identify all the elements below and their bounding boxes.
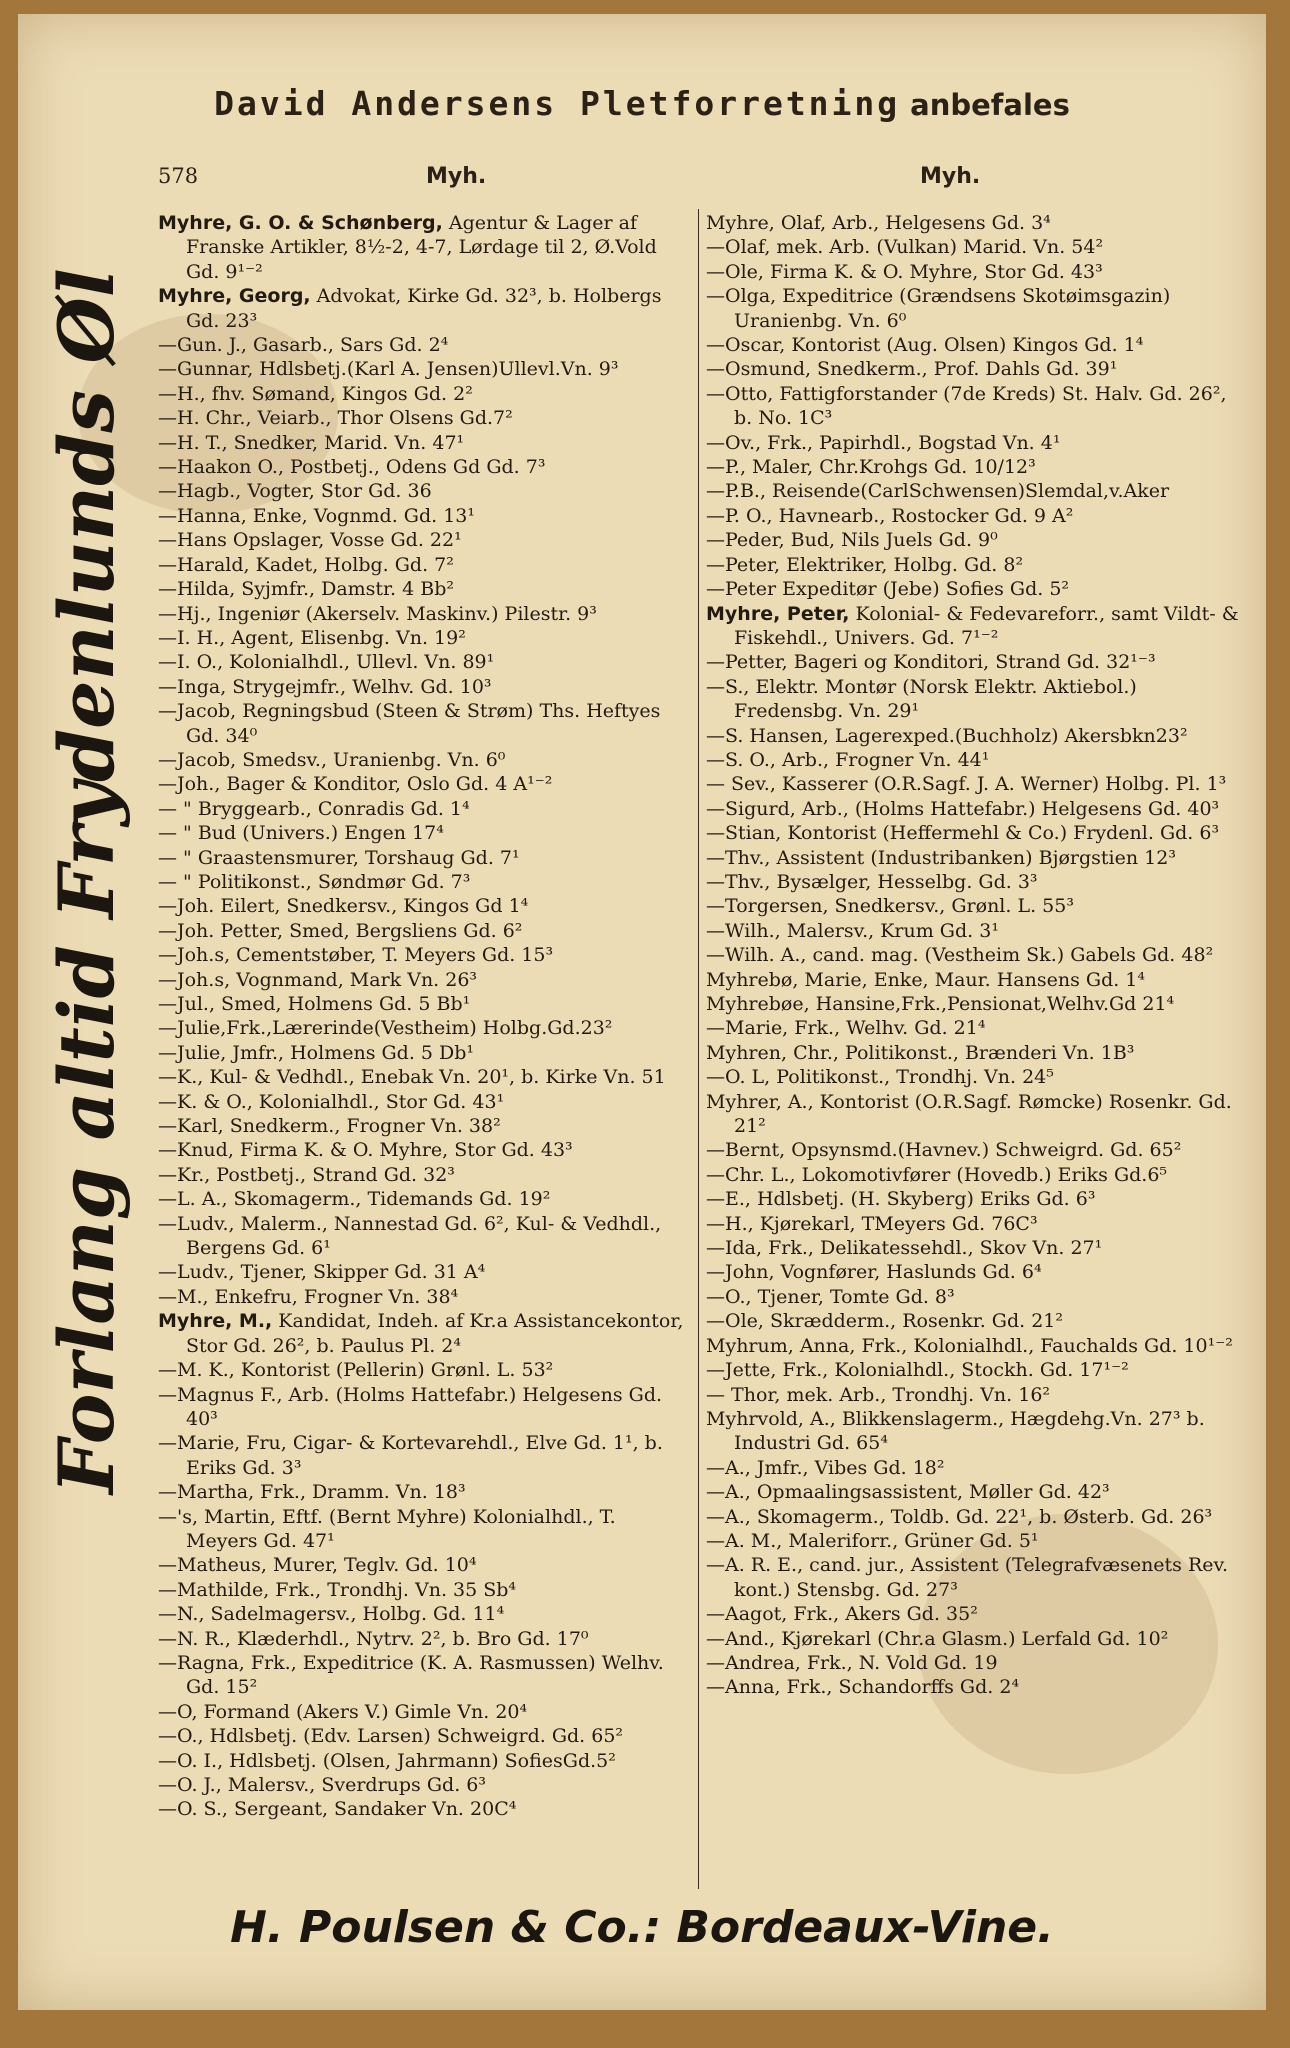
directory-entry (158, 699, 692, 748)
directory-entry (706, 1285, 1244, 1309)
entry-text: —O. S., Sergeant, Sandaker Vn. 20C⁴ (158, 1798, 517, 1821)
entry-text: —O. J., Malersv., Sverdrups Gd. 6³ (158, 1774, 486, 1796)
directory-entry (706, 1187, 1244, 1211)
directory-entry (706, 357, 1244, 381)
directory-entry (706, 235, 1244, 259)
entry-text: —Haakon O., Postbetj., Odens Gd Gd. 7³ (158, 456, 546, 479)
directory-entry (706, 968, 1244, 992)
left-column (158, 211, 692, 1822)
entry-text: —I. O., Kolonialhdl., Ullevl. Vn. 89¹ (158, 651, 495, 674)
directory-entry (706, 650, 1244, 674)
directory-entry (706, 602, 1244, 651)
entry-text: —Joh.s, Cementstøber, T. Meyers Gd. 15³ (158, 944, 554, 967)
directory-entry (706, 1138, 1244, 1162)
entry-text: —A., Jmfr., Vibes Gd. 18² (706, 1456, 945, 1479)
entry-text: —John, Vognfører, Haslunds Gd. 6⁴ (706, 1261, 1042, 1284)
directory-entry (158, 1724, 692, 1748)
directory-entry (158, 1700, 692, 1724)
entry-text: —E., Hdlsbetj. (H. Skyberg) Eriks Gd. 6³ (706, 1188, 1096, 1211)
side-advertisement: Forlang altid Frydenlunds Øl (42, 268, 131, 1494)
directory-entry (158, 1041, 692, 1065)
entry-text: —Anna, Frk., Schandorffs Gd. 2⁴ (706, 1676, 1020, 1699)
directory-entry (158, 1627, 692, 1651)
entry-text: —Osmund, Snedkerm., Prof. Dahls Gd. 39¹ (706, 358, 1118, 381)
directory-entry (158, 1138, 692, 1162)
entry-text: —Chr. L., Lokomotivfører (Hovedb.) Eriks Gd.6⁵ (706, 1163, 1168, 1186)
entry-text: —Thv., Bysælger, Hesselbg. Gd. 3³ (706, 870, 1038, 893)
directory-entry (158, 650, 692, 674)
directory-entry (158, 992, 692, 1016)
directory-entry (706, 382, 1244, 431)
directory-entry (158, 1065, 692, 1089)
directory-entry (706, 1529, 1244, 1553)
directory-entry (158, 1016, 692, 1040)
entry-text: —Hagb., Vogter, Stor Gd. 36 (158, 480, 432, 503)
right-column (706, 211, 1244, 1700)
directory-entry (158, 626, 692, 650)
directory-entry (158, 1090, 692, 1114)
entry-text: Myhrer, A., Kontorist (O.R.Sagf. Rømcke) Rosenkr. Gd. 21² (706, 1090, 1232, 1138)
entry-text: —Ole, Skrædderm., Rosenkr. Gd. 21² (706, 1310, 1064, 1333)
directory-entry (158, 1578, 692, 1602)
entry-text: —Hilda, Syjmfr., Damstr. 4 Bb² (158, 578, 455, 601)
entry-text: —Torgersen, Snedkersv., Grønl. L. 55³ (706, 895, 1074, 918)
directory-entry (158, 406, 692, 430)
entry-text: —Karl, Snedkerm., Frogner Vn. 38² (158, 1115, 501, 1138)
directory-entry (158, 602, 692, 626)
entry-text: —Joh.s, Vognmand, Mark Vn. 26³ (158, 968, 478, 991)
entry-text: —Ole, Firma K. & O. Myhre, Stor Gd. 43³ (706, 260, 1103, 283)
directory-entry (158, 1383, 692, 1432)
directory-entry (158, 1651, 692, 1700)
entry-text: —Aagot, Frk., Akers Gd. 35² (706, 1603, 978, 1626)
entry-text: —N., Sadelmagersv., Holbg. Gd. 11⁴ (158, 1603, 505, 1626)
entry-text: —Hanna, Enke, Vognmd. Gd. 13¹ (158, 504, 476, 527)
entry-text: Myhren, Chr., Politikonst., Brænderi Vn. 1B³ (706, 1041, 1135, 1064)
directory-entry (706, 1041, 1244, 1065)
entry-text: —Mathilde, Frk., Trondhj. Vn. 35 Sb⁴ (158, 1578, 517, 1601)
entry-text: —Bernt, Opsynsmd.(Havnev.) Schweigrd. Gd. 65² (706, 1139, 1182, 1162)
entry-text: —P.B., Reisende(CarlSchwensen)Slemdal,v.Aker (706, 480, 1170, 503)
entry-text: —A. R. E., cand. jur., Assistent (Telegrafvæsenets Rev. kont.) Stensbg. Gd. 27³ (706, 1554, 1229, 1601)
entry-text: —Joh. Petter, Smed, Bergsliens Gd. 6² (158, 919, 523, 942)
entry-text: — " Graastensmurer, Torshaug Gd. 7¹ (158, 846, 520, 869)
entry-text: —A. M., Maleriforr., Grüner Gd. 5¹ (706, 1529, 1039, 1552)
directory-entry (706, 1309, 1244, 1333)
directory-entry (158, 919, 692, 943)
entry-text: —Ida, Frk., Delikatessehdl., Skov Vn. 27¹ (706, 1237, 1103, 1260)
directory-entry (706, 1675, 1244, 1699)
entry-text: —Hj., Ingeniør (Akerselv. Maskinv.) Pilestr. 9³ (158, 602, 597, 625)
entry-name: Myhre, Peter, (706, 602, 850, 625)
directory-entry (158, 382, 692, 406)
directory-entry (706, 772, 1244, 796)
directory-entry (158, 211, 692, 284)
entry-text: Myhrvold, A., Blikkenslagerm., Hægdehg.Vn. 27³ b. Industri Gd. 65⁴ (706, 1407, 1205, 1455)
entry-text: —Martha, Frk., Dramm. Vn. 18³ (158, 1481, 466, 1504)
entry-text: —And., Kjørekarl (Chr.a Glasm.) Lerfald Gd. 10² (706, 1627, 1169, 1650)
directory-entry (706, 846, 1244, 870)
directory-entry (706, 919, 1244, 943)
directory-entry (158, 1285, 692, 1309)
entry-text: —Sigurd, Arb., (Holms Hattefabr.) Helgesens Gd. 40³ (706, 797, 1220, 820)
entry-text: —K., Kul- & Vedhdl., Enebak Vn. 20¹, b. Kirke Vn. 51 (158, 1066, 666, 1089)
column-divider (698, 209, 699, 1889)
directory-entry (158, 894, 692, 918)
entry-text: —Otto, Fattigforstander (7de Kreds) St. Halv. Gd. 26², b. No. 1C³ (706, 382, 1227, 430)
top-ad-tail: anbefales (910, 88, 1070, 122)
directory-entry (706, 333, 1244, 357)
directory-entry (158, 1773, 692, 1797)
entry-text: —Wilh. A., cand. mag. (Vestheim Sk.) Gabels Gd. 48² (706, 944, 1214, 967)
entry-text: —H., Kjørekarl, TMeyers Gd. 76C³ (706, 1212, 1038, 1235)
entry-text: —Joh., Bager & Konditor, Oslo Gd. 4 A¹⁻² (158, 773, 553, 796)
entry-text: Myhrebø, Marie, Enke, Maur. Hansens Gd. 1⁴ (706, 968, 1146, 991)
directory-entry (706, 724, 1244, 748)
entry-text: —Julie,Frk.,Lærerinde(Vestheim) Holbg.Gd.23² (158, 1017, 613, 1040)
directory-entry (158, 968, 692, 992)
directory-entry (158, 1749, 692, 1773)
directory-entry (706, 528, 1244, 552)
entry-text: —K. & O., Kolonialhdl., Stor Gd. 43¹ (158, 1090, 505, 1113)
entry-text: —Peter Expeditør (Jebe) Sofies Gd. 5² (706, 578, 1070, 601)
directory-entry (158, 528, 692, 552)
directory-entry (706, 1627, 1244, 1651)
directory-entry (158, 1602, 692, 1626)
entry-text: —Jette, Frk., Kolonialhdl., Stockh. Gd. 17¹⁻² (706, 1359, 1129, 1382)
directory-entry (706, 1334, 1244, 1358)
entry-text: —M., Enkefru, Frogner Vn. 38⁴ (158, 1285, 459, 1308)
entry-text: —A., Skomagerm., Toldb. Gd. 22¹, b. Østerb. Gd. 26³ (706, 1505, 1213, 1528)
directory-entry (158, 1431, 692, 1480)
directory-entry (706, 1505, 1244, 1529)
directory-entry (706, 1456, 1244, 1480)
directory-entry (706, 577, 1244, 601)
entry-text: —O. L, Politikonst., Trondhj. Vn. 24⁵ (706, 1066, 1054, 1089)
entry-text: —Marie, Fru, Cigar- & Kortevarehdl., Elve Gd. 1¹, b. Eriks Gd. 3³ (158, 1432, 663, 1479)
entry-text: —P., Maler, Chr.Krohgs Gd. 10/12³ (706, 456, 1036, 479)
directory-entry (706, 1236, 1244, 1260)
directory-entry (706, 1407, 1244, 1456)
entry-text: —P. O., Havnearb., Rostocker Gd. 9 A² (706, 504, 1074, 527)
entry-text: —H., fhv. Sømand, Kingos Gd. 2² (158, 382, 473, 405)
left-column-heading: Myh. (426, 164, 487, 189)
directory-entry (706, 1383, 1244, 1407)
directory-entry (158, 284, 692, 333)
directory-entry (158, 870, 692, 894)
top-advertisement (18, 84, 1266, 123)
directory-entry (706, 1016, 1244, 1040)
directory-entry (158, 553, 692, 577)
directory-entry (158, 1553, 692, 1577)
entry-text: —S. O., Arb., Frogner Vn. 44¹ (706, 748, 990, 771)
entry-text: —Petter, Bageri og Konditori, Strand Gd. 32¹⁻³ (706, 651, 1156, 674)
directory-entry (158, 455, 692, 479)
entry-text: —Kr., Postbetj., Strand Gd. 32³ (158, 1163, 455, 1186)
directory-entry (158, 1260, 692, 1284)
entry-text: Advokat, Kirke Gd. 32³, b. Holbergs Gd. 23³ (186, 285, 662, 332)
entry-text: —Magnus F., Arb. (Holms Hattefabr.) Helgesens Gd. 40³ (158, 1383, 663, 1430)
directory-entry (158, 1358, 692, 1382)
directory-entry (158, 577, 692, 601)
entry-text: —Ragna, Frk., Expeditrice (K. A. Rasmussen) Welhv. Gd. 15² (158, 1651, 664, 1699)
entry-text: —H. Chr., Veiarb., Thor Olsens Gd.7² (158, 407, 513, 430)
directory-entry (158, 1114, 692, 1138)
directory-entry (706, 1602, 1244, 1626)
directory-entry (158, 333, 692, 357)
directory-entry (158, 357, 692, 381)
entry-text: Agentur & Lager af Franske Artikler, 8½-2, 4-7, Lørdage til 2, Ø.Vold Gd. 9¹⁻² (186, 212, 657, 283)
entry-text: —Jul., Smed, Holmens Gd. 5 Bb¹ (158, 993, 471, 1015)
directory-entry (158, 1163, 692, 1187)
entry-text: —Gunnar, Hdlsbetj.(Karl A. Jensen)Ullevl.Vn. 9³ (158, 358, 619, 381)
directory-entry (158, 675, 692, 699)
directory-entry (706, 260, 1244, 284)
entry-text: —I. H., Agent, Elisenbg. Vn. 19² (158, 626, 466, 649)
directory-entry (158, 431, 692, 455)
entry-text: — Thor, mek. Arb., Trondhj. Vn. 16² (706, 1383, 1051, 1406)
entry-text: —Julie, Jmfr., Holmens Gd. 5 Db¹ (158, 1041, 475, 1064)
directory-entry (706, 797, 1244, 821)
bottom-advertisement: H. Poulsen & Co.: Bordeaux-Vine. (230, 1902, 1054, 1953)
entry-name: Myhre, M., (158, 1310, 273, 1333)
directory-entry (158, 797, 692, 821)
directory-entry (158, 504, 692, 528)
entry-text: —'s, Martin, Eftf. (Bernt Myhre) Kolonialhdl., T. Meyers Gd. 47¹ (158, 1505, 616, 1552)
entry-text: —O, Formand (Akers V.) Gimle Vn. 20⁴ (158, 1700, 528, 1723)
directory-entry (706, 455, 1244, 479)
entry-text: —Wilh., Malersv., Krum Gd. 3¹ (706, 919, 999, 942)
entry-text: —N. R., Klæderhdl., Nytrv. 2², b. Bro Gd. 17⁰ (158, 1627, 589, 1650)
entry-text: —Stian, Kontorist (Heffermehl & Co.) Frydenl. Gd. 6³ (706, 822, 1220, 845)
entry-text: —Knud, Firma K. & O. Myhre, Stor Gd. 43³ (158, 1139, 573, 1162)
page-number: 578 (158, 164, 199, 188)
directory-entry (706, 1260, 1244, 1284)
entry-text: —Thv., Assistent (Industribanken) Bjørgstien 12³ (706, 846, 1176, 869)
directory-entry (706, 1651, 1244, 1675)
directory-entry (706, 1090, 1244, 1139)
entry-text: — " Bryggearb., Conradis Gd. 1⁴ (158, 797, 470, 820)
entry-text: —M. K., Kontorist (Pellerin) Grønl. L. 53² (158, 1359, 554, 1382)
directory-page (18, 14, 1266, 2010)
entry-text: —O., Tjener, Tomte Gd. 8³ (706, 1285, 955, 1308)
entry-text: —Marie, Frk., Welhv. Gd. 21⁴ (706, 1017, 986, 1040)
directory-entry (158, 1480, 692, 1504)
directory-entry (706, 504, 1244, 528)
directory-entry (158, 748, 692, 772)
directory-entry (706, 284, 1244, 333)
entry-name: Myhre, Georg, (158, 285, 311, 308)
entry-text: Kolonial- & Fedevareforr., samt Vildt- & Fiskehdl., Univers. Gd. 7¹⁻² (734, 602, 1239, 649)
right-column-heading: Myh. (920, 164, 981, 189)
entry-text: — Sev., Kasserer (O.R.Sagf. J. A. Werner) Holbg. Pl. 1³ (706, 773, 1227, 796)
entry-text: —Jacob, Smedsv., Uranienbg. Vn. 6⁰ (158, 748, 506, 771)
entry-text: —Ludv., Malerm., Nannestad Gd. 6², Kul- & Vedhdl., Bergens Gd. 6¹ (158, 1212, 662, 1260)
entry-text: —Gun. J., Gasarb., Sars Gd. 2⁴ (158, 334, 449, 357)
entry-text: —S. Hansen, Lagerexped.(Buchholz) Akersbkn23² (706, 724, 1188, 747)
entry-text: — " Politikonst., Søndmør Gd. 7³ (158, 870, 471, 893)
entry-text: —O. I., Hdlsbetj. (Olsen, Jahrmann) SofiesGd.5² (158, 1749, 616, 1772)
entry-text: Myhre, Olaf, Arb., Helgesens Gd. 3⁴ (706, 212, 1051, 234)
entry-text: —Ov., Frk., Papirhdl., Bogstad Vn. 4¹ (706, 431, 1061, 454)
entry-name: Myhre, G. O. & Schønberg, (158, 212, 443, 234)
directory-entry (158, 846, 692, 870)
directory-entry (706, 553, 1244, 577)
directory-entry (706, 1553, 1244, 1602)
directory-entry (706, 1480, 1244, 1504)
entry-text: —Peter, Elektriker, Holbg. Gd. 8² (706, 553, 1024, 576)
entry-text: —Joh. Eilert, Snedkersv., Kingos Gd 1⁴ (158, 895, 529, 918)
entry-text: —Peder, Bud, Nils Juels Gd. 9⁰ (706, 529, 998, 552)
entry-text: —Ludv., Tjener, Skipper Gd. 31 A⁴ (158, 1261, 486, 1284)
entry-text: —H. T., Snedker, Marid. Vn. 47¹ (158, 431, 465, 454)
entry-text: —Inga, Strygejmfr., Welhv. Gd. 10³ (158, 675, 492, 698)
entry-text: —A., Opmaalingsassistent, Møller Gd. 42³ (706, 1481, 1110, 1504)
directory-entry (158, 821, 692, 845)
entry-text: —Oscar, Kontorist (Aug. Olsen) Kingos Gd. 1⁴ (706, 334, 1144, 357)
entry-text: —Matheus, Murer, Teglv. Gd. 10⁴ (158, 1554, 477, 1577)
directory-entry (158, 1187, 692, 1211)
entry-text: —Andrea, Frk., N. Vold Gd. 19 (706, 1651, 998, 1674)
directory-entry (706, 894, 1244, 918)
directory-entry (158, 772, 692, 796)
directory-entry (706, 675, 1244, 724)
directory-entry (706, 1163, 1244, 1187)
directory-entry (158, 943, 692, 967)
directory-entry (158, 1505, 692, 1554)
entry-text: —Olga, Expeditrice (Grændsens Skotøimsgazin) Uranienbg. Vn. 6⁰ (706, 285, 1171, 332)
entry-text: —Olaf, mek. Arb. (Vulkan) Marid. Vn. 54² (706, 236, 1104, 259)
directory-entry (706, 1065, 1244, 1089)
directory-entry (706, 992, 1244, 1016)
directory-entry (706, 943, 1244, 967)
directory-entry (706, 1358, 1244, 1382)
entry-text: Myhrebøe, Hansine,Frk.,Pensionat,Welhv.Gd 21⁴ (706, 993, 1175, 1015)
entry-text: —S., Elektr. Montør (Norsk Elektr. Aktiebol.) Fredensbg. Vn. 29¹ (706, 675, 1137, 723)
directory-entry (158, 1212, 692, 1261)
directory-entry (158, 1797, 692, 1821)
directory-entry (158, 1309, 692, 1358)
directory-entry (706, 748, 1244, 772)
entry-text: — " Bud (Univers.) Engen 17⁴ (158, 822, 444, 845)
entry-text: —O., Hdlsbetj. (Edv. Larsen) Schweigrd. Gd. 65² (158, 1725, 624, 1748)
directory-entry (706, 1212, 1244, 1236)
entry-text: —Jacob, Regningsbud (Steen & Strøm) Ths. Heftyes Gd. 34⁰ (158, 700, 661, 747)
directory-entry (158, 479, 692, 503)
directory-entry (706, 479, 1244, 503)
directory-entry (706, 870, 1244, 894)
directory-entry (706, 211, 1244, 235)
entry-text: Myhrum, Anna, Frk., Kolonialhdl., Fauchalds Gd. 10¹⁻² (706, 1334, 1233, 1357)
top-ad-text: David Andersens Pletforretning (214, 84, 901, 123)
directory-entry (706, 431, 1244, 455)
directory-entry (706, 821, 1244, 845)
entry-text: —Harald, Kadet, Holbg. Gd. 7² (158, 553, 454, 576)
entry-text: —L. A., Skomagerm., Tidemands Gd. 19² (158, 1188, 551, 1211)
entry-text: Kandidat, Indeh. af Kr.a Assistancekontor, Stor Gd. 26², b. Paulus Pl. 2⁴ (186, 1310, 684, 1357)
entry-text: —Hans Opslager, Vosse Gd. 22¹ (158, 529, 462, 552)
